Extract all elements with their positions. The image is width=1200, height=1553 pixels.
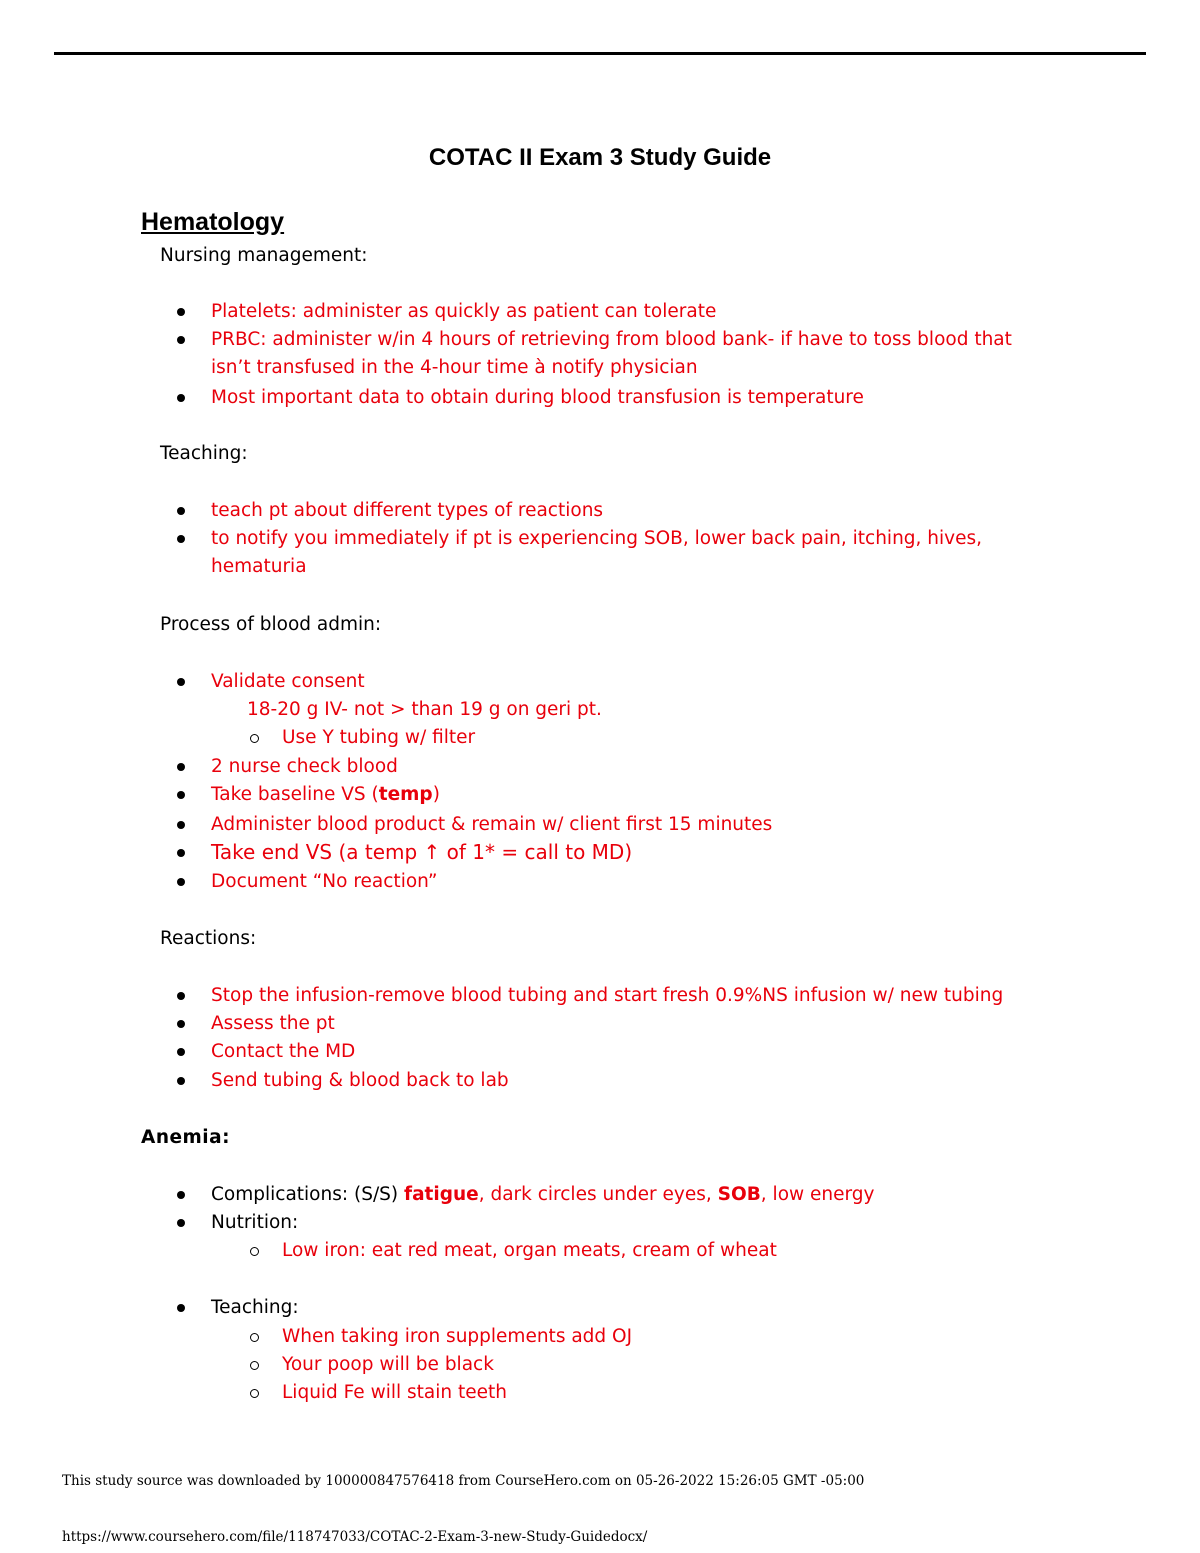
list-item: teach pt about different types of reactions xyxy=(211,500,604,521)
footer-source-note: This study source was downloaded by 100000847576418 from CourseHero.com on 05-26-2022 15:26:05 GMT -05:00 xyxy=(62,1473,865,1489)
complications-end: , low energy xyxy=(760,1184,875,1205)
bullet-icon xyxy=(177,394,185,402)
list-item: Platelets: administer as quickly as patient can tolerate xyxy=(211,301,717,322)
sob-bold: SOB xyxy=(717,1184,761,1205)
list-item xyxy=(211,1182,875,1208)
nursing-management-label: Nursing management: xyxy=(160,245,368,266)
teaching-label: Teaching: xyxy=(160,443,248,464)
list-item-sub: 18-20 g IV- not > than 19 g on geri pt. xyxy=(247,699,602,720)
list-item: Send tubing & blood back to lab xyxy=(211,1070,509,1091)
bullet-icon xyxy=(177,336,185,344)
bullet-icon xyxy=(177,1304,185,1312)
reactions-label: Reactions: xyxy=(160,928,257,949)
list-item: to notify you immediately if pt is experiencing SOB, lower back pain, itching, hives, xyxy=(211,528,983,549)
list-item: Stop the infusion-remove blood tubing and start fresh 0.9%NS infusion w/ new tubing xyxy=(211,985,1004,1006)
bullet-icon xyxy=(177,1077,185,1085)
bullet-icon xyxy=(177,1191,185,1199)
list-item-sub: Liquid Fe will stain teeth xyxy=(282,1382,507,1403)
list-item: Document “No reaction” xyxy=(211,871,438,892)
anemia-heading: Anemia: xyxy=(141,1127,231,1148)
bullet-icon xyxy=(177,849,185,857)
baseline-text: Take baseline VS ( xyxy=(211,784,379,805)
baseline-temp-bold: temp xyxy=(378,784,433,805)
bullet-icon xyxy=(177,791,185,799)
fatigue-bold: fatigue xyxy=(404,1184,479,1205)
bullet-icon xyxy=(177,763,185,771)
bullet-icon xyxy=(177,992,185,1000)
hollow-bullet-icon xyxy=(250,734,259,743)
bullet-icon xyxy=(177,821,185,829)
list-item xyxy=(211,782,440,808)
top-horizontal-rule xyxy=(54,52,1146,55)
list-item-sub: Your poop will be black xyxy=(282,1354,494,1375)
bullet-icon xyxy=(177,1048,185,1056)
list-item: Validate consent xyxy=(211,671,365,692)
list-item: Teaching: xyxy=(211,1297,299,1318)
list-item: Nutrition: xyxy=(211,1212,299,1233)
baseline-close: ) xyxy=(432,784,440,805)
list-item-continuation: hematuria xyxy=(211,556,307,577)
hollow-bullet-icon xyxy=(250,1389,259,1398)
section-heading-hematology: Hematology xyxy=(141,208,285,236)
list-item-sub: When taking iron supplements add OJ xyxy=(282,1326,633,1347)
bullet-icon xyxy=(177,1020,185,1028)
hollow-bullet-icon xyxy=(250,1333,259,1342)
process-label: Process of blood admin: xyxy=(160,614,382,635)
list-item-sub: Low iron: eat red meat, organ meats, cream of wheat xyxy=(282,1240,777,1261)
bullet-icon xyxy=(177,507,185,515)
bullet-icon xyxy=(177,678,185,686)
complications-label: Complications: (S/S) xyxy=(211,1184,405,1205)
document-title: COTAC II Exam 3 Study Guide xyxy=(428,144,772,171)
list-item-continuation: isn’t transfused in the 4-hour time à notify physician xyxy=(211,357,698,378)
list-item: Take end VS (a temp ↑ of 1* = call to MD) xyxy=(211,840,633,864)
hollow-bullet-icon xyxy=(250,1361,259,1370)
list-item: Contact the MD xyxy=(211,1041,356,1062)
complications-mid: , dark circles under eyes, xyxy=(478,1184,718,1205)
bullet-icon xyxy=(177,535,185,543)
list-item: Administer blood product & remain w/ client first 15 minutes xyxy=(211,814,773,835)
list-item: PRBC: administer w/in 4 hours of retrieving from blood bank- if have to toss blood that xyxy=(211,329,1012,350)
footer-url-link[interactable]: https://www.coursehero.com/file/118747033/COTAC-2-Exam-3-new-Study-Guidedocx/ xyxy=(62,1529,648,1545)
bullet-icon xyxy=(177,878,185,886)
list-item-sub: Use Y tubing w/ filter xyxy=(282,727,476,748)
hollow-bullet-icon xyxy=(250,1247,259,1256)
list-item: Assess the pt xyxy=(211,1013,335,1034)
list-item: 2 nurse check blood xyxy=(211,756,398,777)
bullet-icon xyxy=(177,1219,185,1227)
bullet-icon xyxy=(177,308,185,316)
list-item: Most important data to obtain during blood transfusion is temperature xyxy=(211,387,864,408)
